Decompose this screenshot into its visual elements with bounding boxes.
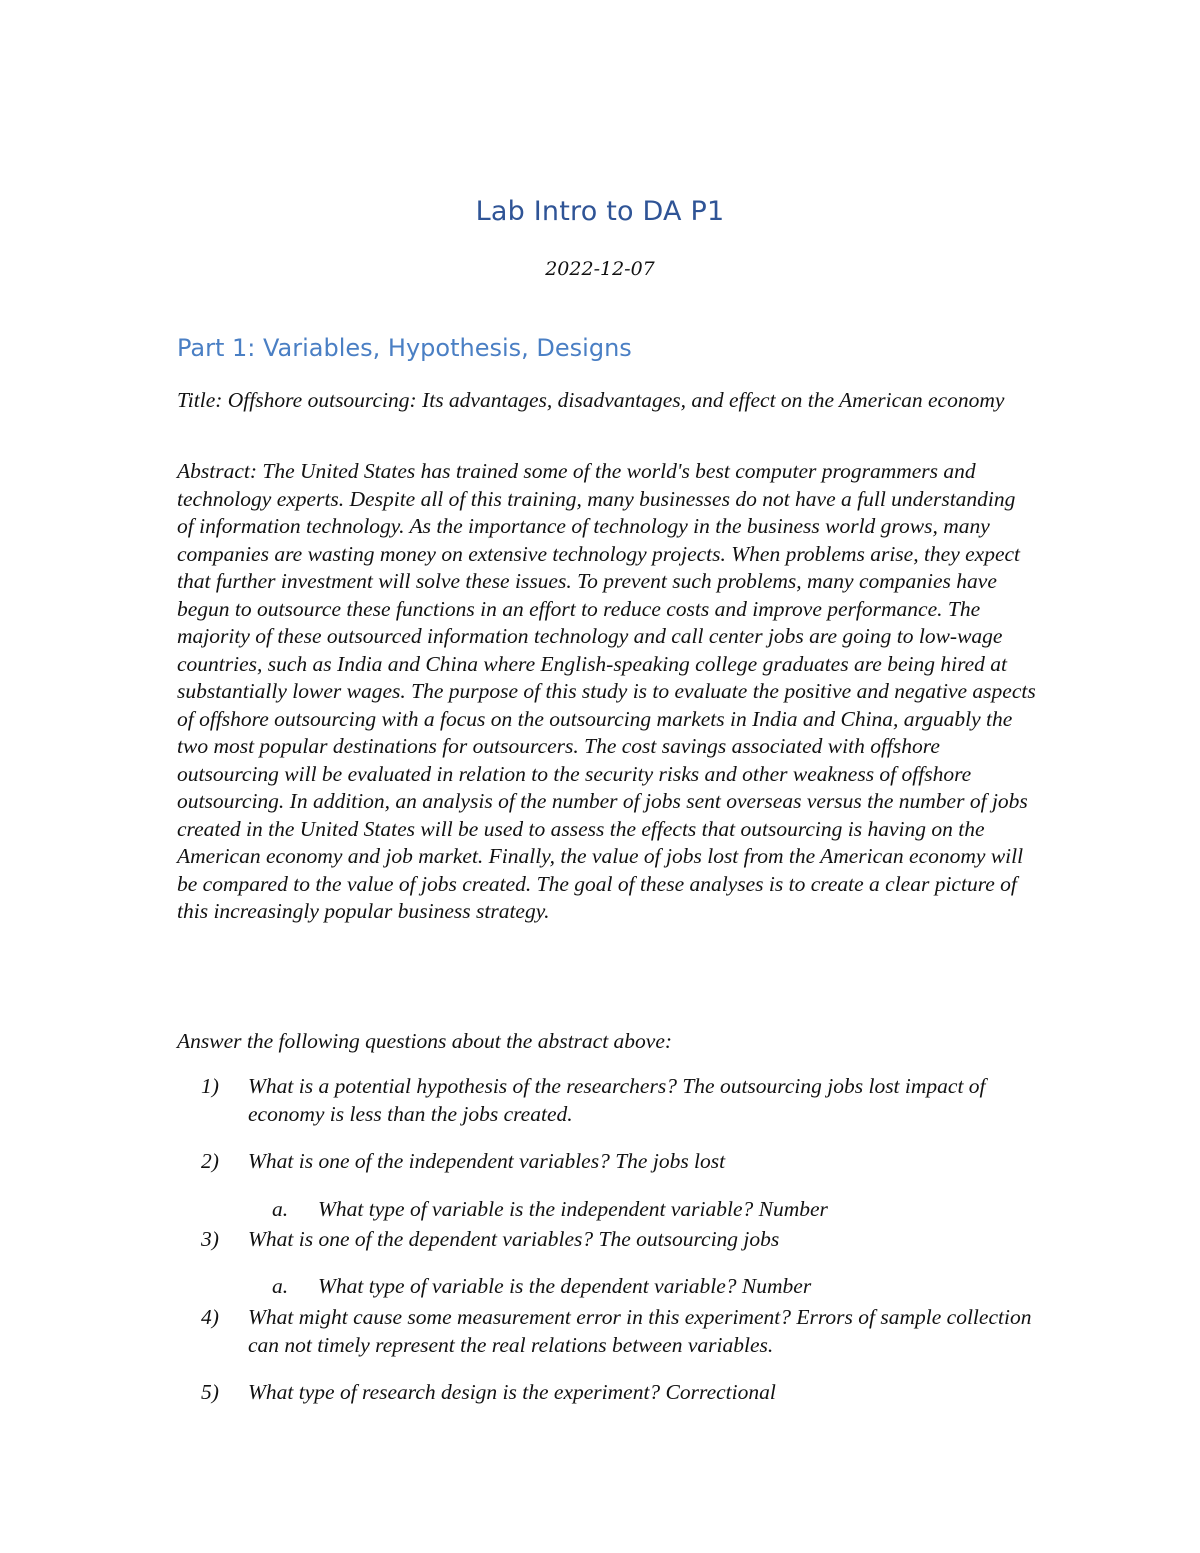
question-text: What is one of the dependent variables? The outsourcing jobs <box>248 1227 780 1251</box>
sub-question-letter: a. <box>272 1274 289 1298</box>
instructions-text: Answer the following questions about the abstract above: <box>177 1029 673 1053</box>
document-date: 2022-12-07 <box>545 258 655 280</box>
question-number: 5) <box>201 1380 219 1404</box>
section-heading: Part 1: Variables, Hypothesis, Designs <box>177 334 632 362</box>
question-number: 2) <box>201 1149 219 1173</box>
question-text: What is a potential hypothesis of the researchers? The outsourcing jobs lost impact of economy is less than the jobs created. <box>248 1074 986 1126</box>
sub-question-text: What type of variable is the independent variable? Number <box>318 1197 828 1221</box>
question-text: What is one of the independent variables? The jobs lost <box>248 1149 726 1173</box>
question-text: What might cause some measurement error in this experiment? Errors of sample collection can not timely represent the real relations between variables. <box>248 1305 1032 1357</box>
question-number: 1) <box>201 1074 219 1098</box>
question-text: What type of research design is the experiment? Correctional <box>248 1380 776 1404</box>
sub-question-letter: a. <box>272 1197 289 1221</box>
sub-question-text: What type of variable is the dependent variable? Number <box>318 1274 812 1298</box>
document-title: Lab Intro to DA P1 <box>475 196 725 227</box>
question-number: 3) <box>201 1227 219 1251</box>
abstract-paragraph: Abstract: The United States has trained some of the world's best computer programmers and technology experts. Despite all of this training, many businesses do not have a full understanding of information technology. As the importance of technology in the business world grows, many companies are wasting money on extensive technology projects. When problems arise, they expect that further investment will solve these issues. To prevent such problems, many companies have begun to outsource these functions in an effort to reduce costs and improve performance. The majority of these outsourced information technology and call center jobs are going to low-wage countries, such as India and China where English-speaking college graduates are being hired at substantially lower wages. The purpose of this study is to evaluate the positive and negative aspects of offshore outsourcing with a focus on the outsourcing markets in India and China, arguably the two most popular destinations for outsourcers. The cost savings associated with offshore outsourcing will be evaluated in relation to the security risks and other weakness of offshore outsourcing. In addition, an analysis of the number of jobs sent overseas versus the number of jobs created in the United States will be used to assess the effects that outsourcing is having on the American economy and job market. Finally, the value of jobs lost from the American economy will be compared to the value of jobs created. The goal of these analyses is to create a clear picture of this increasingly popular business strategy. <box>177 459 1036 923</box>
question-number: 4) <box>201 1305 219 1329</box>
study-title-paragraph: Title: Offshore outsourcing: Its advantages, disadvantages, and effect on the American economy <box>177 388 1005 412</box>
